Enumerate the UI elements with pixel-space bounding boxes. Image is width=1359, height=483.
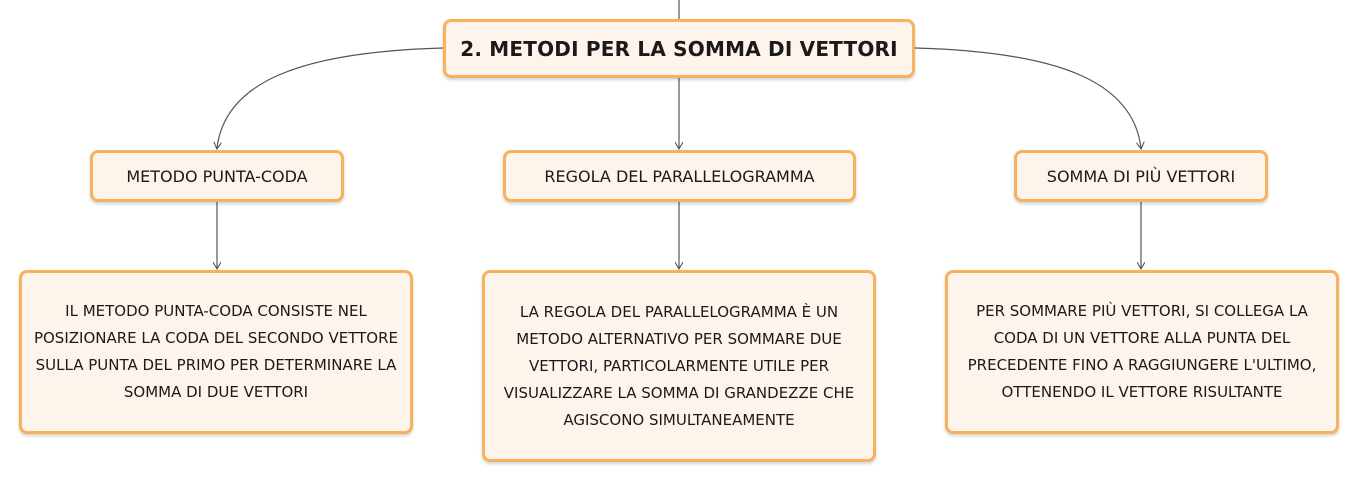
topic-somma-piu-vettori[interactable] [1014, 150, 1268, 202]
subtopic-metodo-punta-coda-description[interactable] [19, 270, 413, 434]
topic-label: SOMMA DI PIÙ VETTORI [1046, 166, 1236, 186]
connector-root-to-branch-1 [217, 48, 443, 148]
subtopic-text: LA REGOLA DEL PARALLELOGRAMMA È UN METODO ALTERNATIVO PER SOMMARE DUE VETTORI, PARTICOLARMENTE UTILE PER VISUALIZZARE LA SOMMA DI GRANDEZZE CHE AGISCONO SIMULTANEAMENTE [503, 302, 855, 429]
topic-label: METODO PUNTA-CODA [126, 166, 308, 186]
root-topic[interactable] [443, 19, 915, 78]
subtopic-text: PER SOMMARE PIÙ VETTORI, SI COLLEGA LA CODA DI UN VETTORE ALLA PUNTA DEL PRECEDENTE FINO A RAGGIUNGERE L'ULTIMO, OTTENENDO IL VETTORE RISULTANTE [967, 302, 1317, 401]
topic-metodo-punta-coda[interactable] [90, 150, 344, 202]
root-topic-label: 2. METODI PER LA SOMMA DI VETTORI [460, 36, 898, 61]
connector-root-to-branch-3 [915, 48, 1141, 148]
topic-regola-parallelogramma[interactable] [503, 150, 856, 202]
subtopic-text: IL METODO PUNTA-CODA CONSISTE NEL POSIZIONARE LA CODA DEL SECONDO VETTORE SULLA PUNTA DEL PRIMO PER DETERMINARE LA SOMMA DI DUE VETTORI [33, 302, 399, 401]
topic-label: REGOLA DEL PARALLELOGRAMMA [544, 166, 815, 186]
subtopic-somma-piu-vettori-description[interactable] [945, 270, 1339, 434]
subtopic-regola-parallelogramma-description[interactable] [482, 270, 876, 462]
